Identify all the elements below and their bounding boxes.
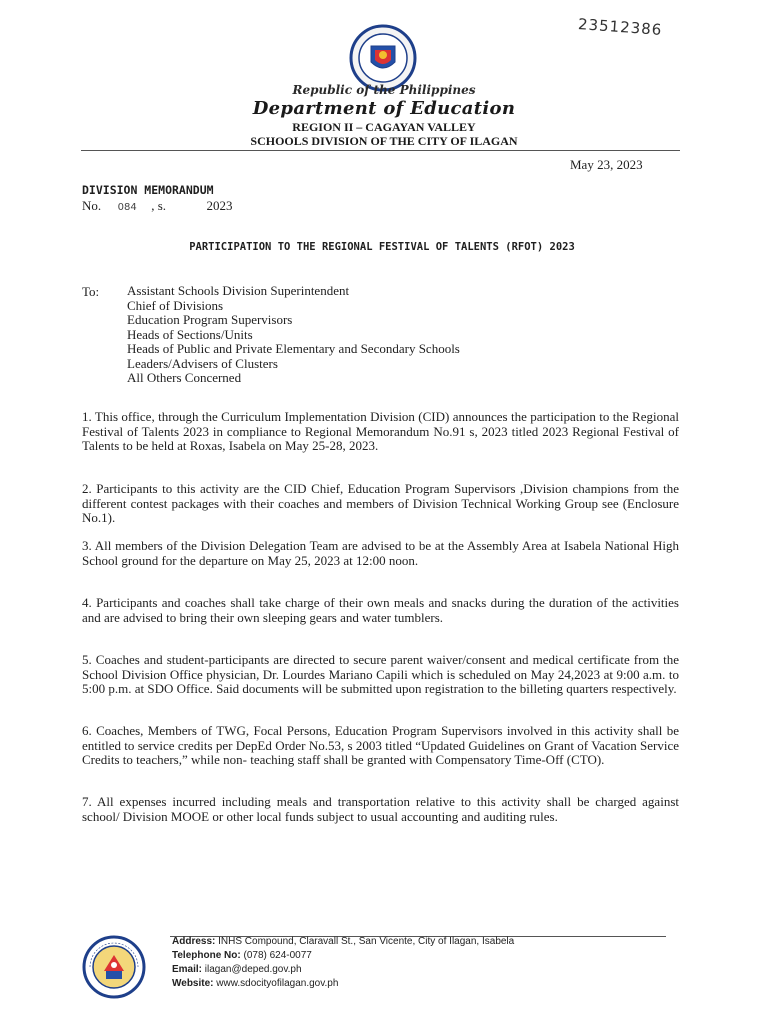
division-heading: SCHOOLS DIVISION OF THE CITY OF ILAGAN [250, 134, 518, 148]
recipient-item: Education Program Supervisors [127, 312, 293, 327]
memo-year: 2023 [206, 198, 233, 213]
republic-heading: Republic of the Philippines [292, 83, 476, 97]
region-heading: REGION II – CAGAYAN VALLEY [292, 120, 476, 134]
address-label: Address: [172, 936, 216, 947]
handwritten-tracking-number: 23512386 [577, 15, 663, 39]
memo-date: May 23, 2023 [570, 157, 643, 172]
recipient-item: Heads of Sections/Units [127, 326, 253, 342]
footer-email-line [172, 964, 302, 975]
paragraph-1: 1. This office, through the Curriculum Implementation Division (CID) announces the participation to the Regional Festival of Talents 2023 in compliance to Regional Memorandum No.91 s, 2023 titled 2023 Regional Festival of Talents to be held at Roxas, Isabela on May 25-28, 2023. [82, 409, 679, 453]
paragraph-2: 2. Participants to this activity are the CID Chief, Education Program Supervisors ,Division champions from the different contest packages with their coaches and members of Division Technical Working Group see (Enclosure No.1). [82, 481, 679, 525]
header-divider [81, 150, 680, 151]
recipient-item: Chief of Divisions [127, 297, 224, 313]
memo-number-line [82, 198, 282, 214]
recipient-list [127, 284, 460, 386]
footer-telephone-line [172, 950, 312, 961]
email-value: ilagan@deped.gov.ph [204, 964, 302, 975]
telephone-value: (078) 624-0077 [243, 950, 312, 961]
paragraph-5: 5. Coaches and student-participants are directed to secure parent waiver/consent and medical certificate from the School Division Office physician, Dr. Lourdes Mariano Capili which is scheduled on May 24,2023 at 9:00 a.m. to 5:00 p.m. at SDO Office. Said documents will be submitted upon registration to the billeting quarters respectively. [82, 652, 679, 696]
memo-subject: PARTICIPATION TO THE REGIONAL FESTIVAL OF TALENTS (RFOT) 2023 [189, 241, 575, 253]
recipient-item: All Others Concerned [127, 370, 242, 385]
to-label: To: [82, 284, 100, 299]
recipient-item: Heads of Public and Private Elementary and Secondary Schools [127, 341, 460, 356]
paragraph-6: 6. Coaches, Members of TWG, Focal Persons, Education Program Supervisors involved in this activity shall be entitled to service credits per DepEd Order No.53, s 2003 titled “Updated Guidelines on Grant of Vacation Service Credits to teachers,” while non- teaching staff shall be granted with Compensatory Time-Off (CTO). [82, 723, 679, 767]
email-label: Email: [172, 964, 203, 975]
division-seal-logo [82, 935, 146, 999]
department-heading: Department of Education [252, 98, 516, 119]
footer-address-line [172, 936, 514, 947]
website-value: www.sdocityofilagan.gov.ph [216, 978, 339, 989]
memo-title: DIVISION MEMORANDUM [82, 183, 214, 197]
website-label: Website: [172, 978, 214, 989]
recipient-item: Assistant Schools Division Superintendent [127, 283, 350, 298]
memo-series-label: , s. [151, 198, 167, 213]
memo-number-value: 084 [117, 202, 137, 213]
address-value: INHS Compound, Claravall St., San Vicente, City of Ilagan, Isabela [218, 936, 515, 947]
footer-website-line [172, 978, 338, 989]
recipient-item: Leaders/Advisers of Clusters [127, 355, 278, 371]
paragraph-3: 3. All members of the Division Delegation Team are advised to be at the Assembly Area at Isabela National High School ground for the departure on May 25, 2023 at 12:00 noon. [82, 538, 679, 568]
telephone-label: Telephone No: [172, 950, 241, 961]
paragraph-7: 7. All expenses incurred including meals and transportation relative to this activity shall be charged against school/ Division MOOE or other local funds subject to usual accounting and auditing rules. [82, 794, 679, 824]
paragraph-4: 4. Participants and coaches shall take charge of their own meals and snacks during the duration of the activities and are advised to bring their own sleeping gears and water tumblers. [82, 595, 679, 625]
memo-number-label: No. [82, 198, 102, 213]
deped-seal-logo [349, 24, 417, 92]
